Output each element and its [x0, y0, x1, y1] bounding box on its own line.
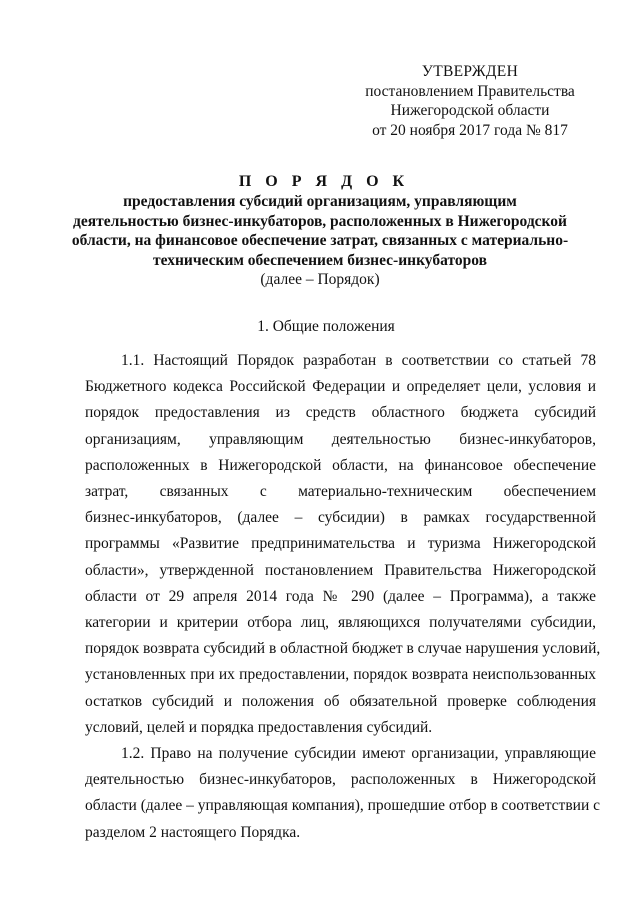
- paragraph-line: установленных при их предоставлении, порядок возврата неиспользованных: [85, 666, 596, 684]
- document-title: П О Р Я Д О К: [238, 173, 410, 190]
- paragraph-line: порядок предоставления из средств областного бюджета субсидий: [85, 404, 596, 422]
- paragraph-line: расположенных в Нижегородской области, на финансовое обеспечение: [85, 456, 596, 474]
- section-title: 1. Общие положения: [257, 318, 395, 335]
- approval-line-1: постановлением Правительства: [365, 82, 575, 100]
- document-short-name: (далее – Порядок): [260, 271, 380, 288]
- paragraph-line: остатков субсидий и положения об обязательной проверке соблюдения: [85, 692, 596, 710]
- paragraph-line: 1.2. Право на получение субсидии имеют организации, управляющие: [121, 745, 596, 763]
- subtitle-line: деятельностью бизнес-инкубаторов, расположенных в Нижегородской: [73, 212, 567, 230]
- paragraph-1-1: [85, 348, 601, 741]
- paragraph-line: затрат, связанных с материально-техническим обеспечением: [85, 483, 596, 501]
- paragraph-line: области (далее – управляющая компания), прошедшие отбор в соответствии с: [85, 797, 600, 815]
- paragraph-line: программы «Развитие предпринимательства и туризма Нижегородской: [85, 535, 596, 553]
- paragraph-line: области», утвержденной постановлением Правительства Нижегородской: [85, 561, 596, 579]
- document-subtitle: [60, 192, 580, 270]
- paragraph-line: области от 29 апреля 2014 года № 290 (далее – Программа), а также: [85, 587, 596, 605]
- approval-stamp: [350, 62, 590, 140]
- paragraph-line: 1.1. Настоящий Порядок разработан в соответствии со статьей 78: [121, 352, 596, 369]
- paragraph-line: категории и критерии отбора лиц, являющихся получателями субсидии,: [85, 614, 596, 632]
- paragraph-line: Бюджетного кодекса Российской Федерации и определяет цели, условия и: [85, 378, 596, 396]
- subtitle-line: области, на финансовое обеспечение затрат, связанных с материально-: [71, 232, 569, 249]
- paragraph-line: порядок возврата субсидий в областной бюджет в случае нарушения условий,: [85, 640, 601, 658]
- paragraph-line: условий, целей и порядка предоставления субсидий.: [85, 718, 433, 736]
- paragraph-line: деятельностью бизнес-инкубаторов, расположенных в Нижегородской: [85, 771, 596, 789]
- paragraph-line: организациям, управляющим деятельностью бизнес-инкубаторов,: [85, 430, 596, 448]
- approval-title: УТВЕРЖДЕН: [421, 63, 519, 80]
- subtitle-line: техническим обеспечением бизнес-инкубаторов: [153, 251, 487, 269]
- document-header: [60, 172, 580, 290]
- document-body: [85, 348, 601, 846]
- approval-line-2: Нижегородской области: [390, 102, 550, 119]
- paragraph-1-2: [85, 741, 600, 846]
- paragraph-line: бизнес-инкубаторов, (далее – субсидии) в рамках государственной: [85, 509, 596, 527]
- paragraph-line: разделом 2 настоящего Порядка.: [85, 823, 301, 841]
- approval-line-3: от 20 ноября 2017 года № 817: [372, 121, 568, 139]
- subtitle-line: предоставления субсидий организациям, управляющим: [123, 193, 517, 210]
